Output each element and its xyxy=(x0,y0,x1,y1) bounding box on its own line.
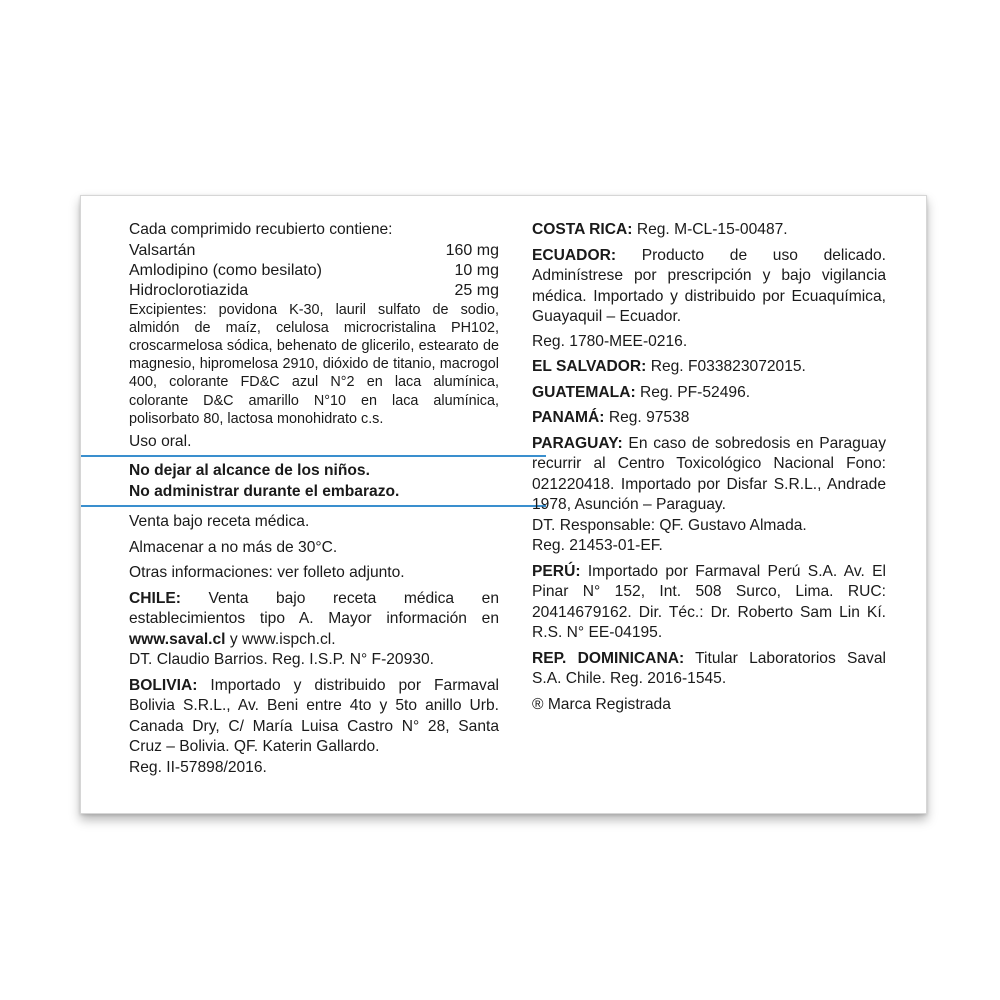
ingredient-row xyxy=(129,281,499,301)
right-column xyxy=(532,220,886,715)
chile-website: www.saval.cl xyxy=(129,630,226,648)
left-column xyxy=(129,220,499,778)
bolivia-text: Importado y distribuido por Farmaval Bolivia S.R.L., Av. Beni entre 4to y 5to anillo Urb. Canada Dry, C/ María Luisa Castro N° 28, Santa Cruz – Bolivia. QF. Katerin Gallardo. xyxy=(129,676,499,756)
ecuador-text: Producto de uso delicado. Adminístrese por prescripción y bajo vigilancia médica. Importado y distribuido por Ecuaquímica, Guayaquil – Ecuador. xyxy=(532,246,886,325)
chile-section xyxy=(129,589,499,651)
storage-condition: Almacenar a no más de 30°C. xyxy=(129,538,338,556)
paraguay-text: En caso de sobredosis en Paraguay recurrir al Centro Toxicológico Nacional Fono: 021220418. Importado por Disfar S.R.L., Andrade 1978, Asunción – Paraguay. xyxy=(532,434,886,513)
el-salvador-section xyxy=(532,357,886,378)
paraguay-label: PARAGUAY: xyxy=(532,434,623,452)
paraguay-responsible: DT. Responsable: QF. Gustavo Almada. xyxy=(532,516,807,534)
trademark-note: ® Marca Registrada xyxy=(532,695,671,713)
rep-dominicana-text: Titular Laboratorios Saval S.A. Chile. Reg. 2016-1545. xyxy=(532,649,886,687)
divider-top xyxy=(81,455,546,457)
chile-registration: DT. Claudio Barrios. Reg. I.S.P. N° F-20930. xyxy=(129,651,434,669)
ecuador-registration: Reg. 1780-MEE-0216. xyxy=(532,332,688,350)
ingredient-name: Hidroclorotiazida xyxy=(129,281,249,299)
bolivia-registration: Reg. II-57898/2016. xyxy=(129,758,267,776)
panama-section xyxy=(532,408,886,429)
ingredient-amount: 10 mg xyxy=(454,261,499,279)
panama-label: PANAMÁ: xyxy=(532,409,605,426)
ingredient-row xyxy=(129,241,499,261)
package-label-panel xyxy=(80,195,927,814)
warning-pregnancy: No administrar durante el embarazo. xyxy=(129,483,400,501)
sale-condition: Venta bajo receta médica. xyxy=(129,513,310,531)
chile-label: CHILE: xyxy=(129,589,181,607)
paraguay-section xyxy=(532,434,886,516)
peru-label: PERÚ: xyxy=(532,562,581,580)
peru-section xyxy=(532,562,886,644)
other-info: Otras informaciones: ver folleto adjunto. xyxy=(129,564,405,582)
ingredient-row xyxy=(129,261,499,281)
el-salvador-text: Reg. F033823072015. xyxy=(646,358,806,375)
rep-dominicana-section xyxy=(532,649,886,690)
costa-rica-label: COSTA RICA: xyxy=(532,221,633,238)
warnings-block xyxy=(129,460,499,502)
el-salvador-label: EL SALVADOR: xyxy=(532,358,647,375)
bolivia-label: BOLIVIA: xyxy=(129,676,198,694)
ecuador-label: ECUADOR: xyxy=(532,246,617,264)
ingredient-name: Amlodipino (como besilato) xyxy=(129,261,322,279)
ecuador-section xyxy=(532,246,886,328)
warning-children: No dejar al alcance de los niños. xyxy=(129,462,370,480)
bolivia-section xyxy=(129,676,499,758)
ingredient-amount: 160 mg xyxy=(445,241,499,259)
costa-rica-text: Reg. M-CL-15-00487. xyxy=(632,221,788,238)
paraguay-registration: Reg. 21453-01-EF. xyxy=(532,537,663,554)
guatemala-text: Reg. PF-52496. xyxy=(635,383,751,401)
costa-rica-section xyxy=(532,220,886,241)
ingredient-amount: 25 mg xyxy=(454,281,499,299)
divider-bottom xyxy=(81,505,546,507)
route-text: Uso oral. xyxy=(129,432,192,450)
peru-text: Importado por Farmaval Perú S.A. Av. El Pinar N° 152, Int. 508 Surco, Lima. RUC: 20414679162. Dir. Téc.: Dr. Roberto Sam Lin Kí. R.S. N° EE-04195. xyxy=(532,562,886,641)
composition-intro: Cada comprimido recubierto contiene: xyxy=(129,221,393,238)
guatemala-section xyxy=(532,383,886,404)
rep-dominicana-label: REP. DOMINICANA: xyxy=(532,649,685,667)
chile-text-2: y www.ispch.cl. xyxy=(225,630,336,648)
ingredient-name: Valsartán xyxy=(129,241,196,259)
excipients-text: Excipientes: povidona K-30, lauril sulfato de sodio, almidón de maíz, celulosa microcristalina PH102, croscarmelosa sódica, behenato de glicerilo, estearato de magnesio, hipromelosa 2910, dióxido de titanio, macrogol 400, colorante FD&C azul N°2 en laca alumínica, colorante D&C amarillo N°10 en laca alumínica, polisorbato 80, lactosa monohidrato c.s. xyxy=(129,301,499,427)
chile-text: Venta bajo receta médica en establecimientos tipo A. Mayor información en xyxy=(129,589,499,628)
panama-text: Reg. 97538 xyxy=(604,409,690,426)
guatemala-label: GUATEMALA: xyxy=(532,383,636,401)
